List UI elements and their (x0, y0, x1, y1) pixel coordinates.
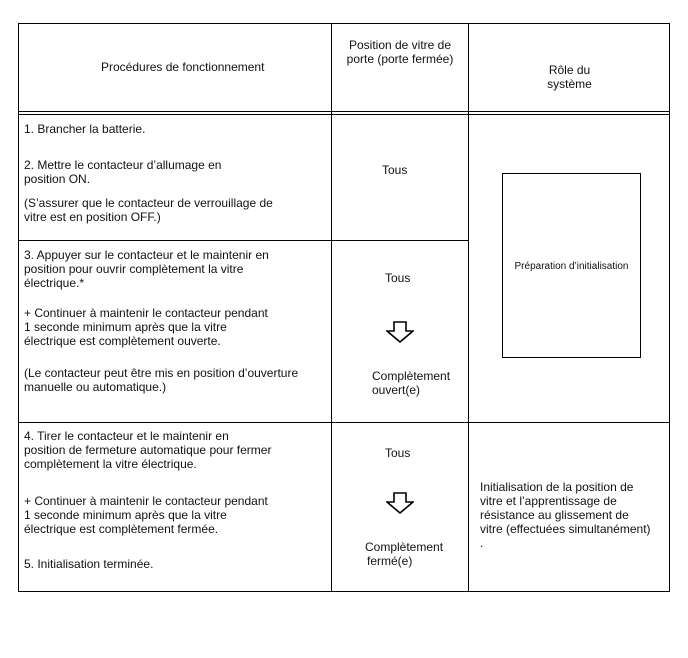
row1-note-line2: vitre est en position OFF.) (24, 210, 161, 224)
step-1-text: 1. Brancher la batterie. (24, 122, 146, 136)
step-4-line1: 4. Tirer le contacteur et le maintenir en (24, 429, 229, 443)
role-preparation-text: Préparation d’initialisation (514, 261, 629, 272)
step-4-continue-line1: + Continuer à maintenir le contacteur pendant (24, 494, 268, 508)
header-window-position-line1: Position de vitre de (348, 38, 452, 52)
step-2-line2: position ON. (24, 172, 91, 186)
table-divider-double (18, 114, 670, 115)
row3-position-top: Tous (385, 446, 411, 460)
row2-note-line1: (Le contacteur peut être mis en position d’ouverture (24, 366, 299, 380)
hollow-down-arrow-icon (386, 492, 414, 514)
row1-divider (18, 240, 469, 241)
row2-position-bottom-line2: ouvert(e) (372, 383, 421, 397)
row3-position-bottom-line1: Complètement (365, 540, 444, 554)
header-system-role (469, 63, 670, 91)
header-procedures: Procédures de fonctionnement (101, 60, 265, 74)
table-border-left (18, 23, 19, 592)
row2-note-line2: manuelle ou automatique.) (24, 380, 167, 394)
step-5-text: 5. Initialisation terminée. (24, 557, 154, 571)
column-divider-1 (331, 23, 332, 592)
row2-position-bottom-line1: Complètement (372, 369, 451, 383)
row2-note (24, 366, 298, 394)
row2-position-bottom (372, 369, 450, 397)
step-3-continue-line2: 1 seconde minimum après que la vitre (24, 320, 227, 334)
row3-position-bottom (365, 540, 443, 568)
step-4-continue (24, 494, 268, 536)
step-4-text (24, 429, 271, 471)
table-border-right (669, 23, 670, 592)
step-4-continue-line3: électrique est complètement fermée. (24, 522, 219, 536)
header-system-role-line2: système (547, 77, 592, 91)
row3-system-role (480, 480, 651, 550)
row3-role-line5: . (480, 536, 484, 550)
row3-role-line2: vitre et l’apprentissage de (480, 494, 617, 508)
header-window-position-line2: porte (porte fermée) (346, 52, 454, 66)
step-4-continue-line2: 1 seconde minimum après que la vitre (24, 508, 227, 522)
row1-position: Tous (382, 163, 408, 177)
step-3-line1: 3. Appuyer sur le contacteur et le maintenir en (24, 248, 269, 262)
role-preparation-box (502, 173, 641, 358)
table-border-bottom (18, 591, 670, 592)
step-2-text (24, 158, 221, 186)
header-system-role-line1: Rôle du (548, 63, 591, 77)
row1-note-line1: (S’assurer que le contacteur de verrouillage de (24, 196, 273, 210)
row2-position-top: Tous (385, 271, 411, 285)
step-3-continue (24, 306, 268, 348)
hollow-down-arrow-icon (386, 321, 414, 343)
row3-role-line4: vitre (effectuées simultanément) (480, 522, 651, 536)
step-4-line2: position de fermeture automatique pour fermer (24, 443, 272, 457)
header-divider (18, 111, 670, 112)
header-window-position (332, 38, 468, 66)
row1-note (24, 196, 273, 224)
row2-divider (18, 422, 670, 423)
step-3-continue-line1: + Continuer à maintenir le contacteur pendant (24, 306, 268, 320)
row3-role-line3: résistance au glissement de (480, 508, 629, 522)
step-3-continue-line3: électrique est complètement ouverte. (24, 334, 221, 348)
step-4-line3: complètement la vitre électrique. (24, 457, 197, 471)
column-divider-2 (468, 23, 469, 592)
row3-role-line1: Initialisation de la position de (480, 480, 634, 494)
step-3-text (24, 248, 269, 290)
table-border-top (18, 23, 670, 24)
step-3-line2: position pour ouvrir complètement la vitre (24, 262, 244, 276)
step-2-line1: 2. Mettre le contacteur d’allumage en (24, 158, 222, 172)
row3-position-bottom-line2: fermé(e) (367, 554, 413, 568)
step-3-line3: électrique.* (24, 276, 85, 290)
